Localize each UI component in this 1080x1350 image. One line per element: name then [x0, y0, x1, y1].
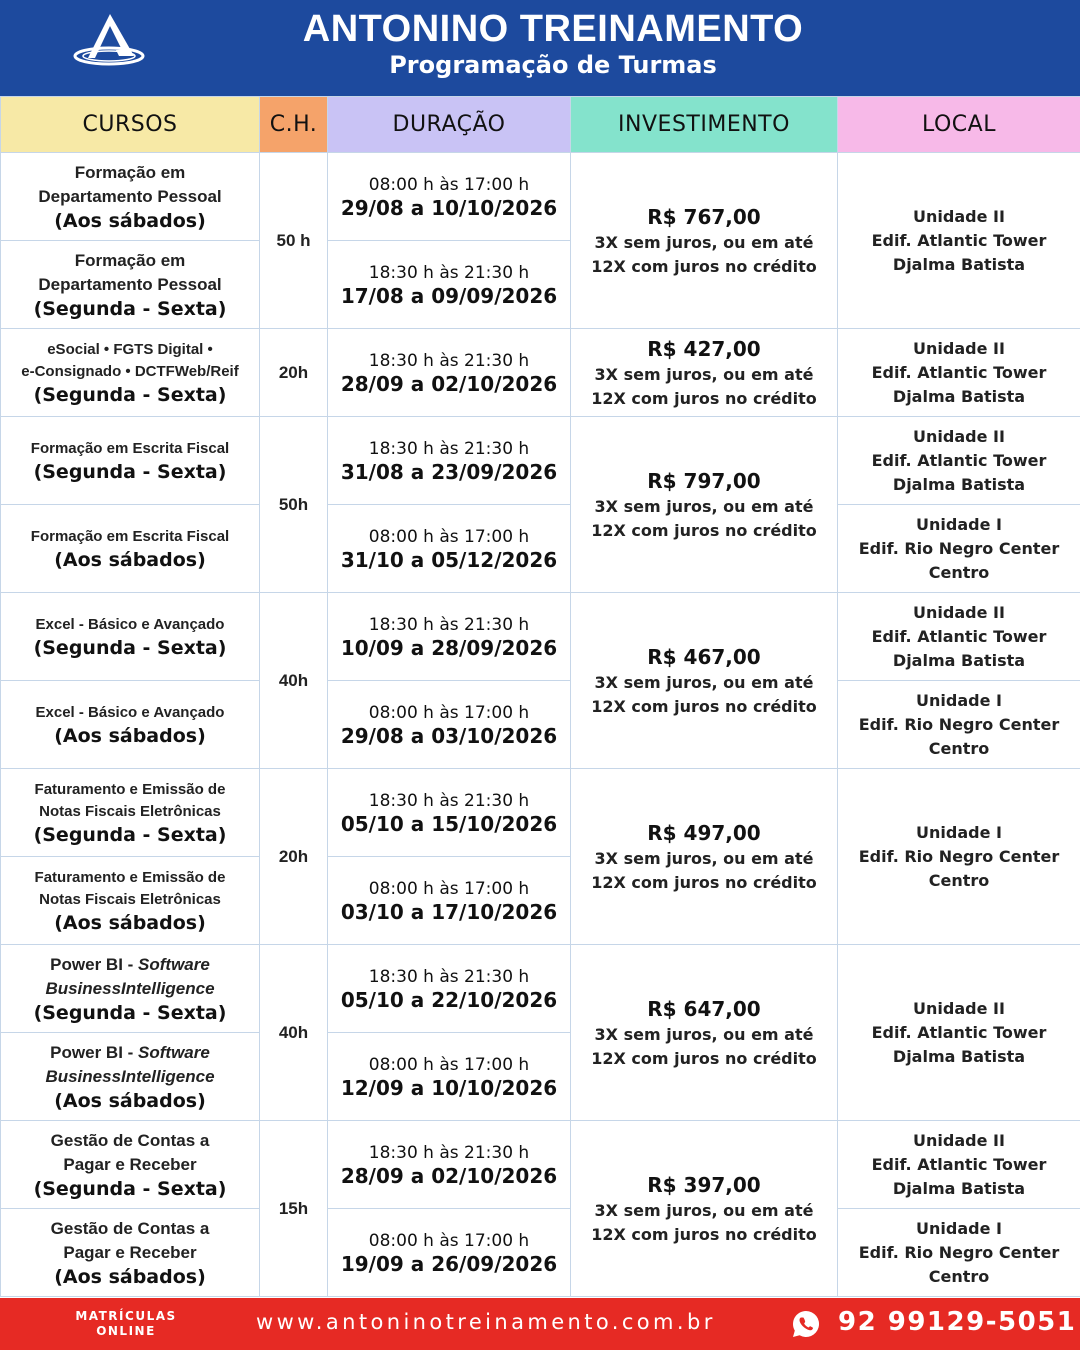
payment-terms: 12X com juros no crédito: [591, 696, 817, 716]
course-name-line: [7, 953, 253, 977]
location-line: Djalma Batista: [892, 254, 1026, 274]
class-time: 08:00 h às 17:00 h: [368, 526, 530, 547]
course-name-line: [7, 1041, 253, 1065]
column-header-ch: C.H.: [260, 97, 328, 153]
column-header-duracao: DURAÇÃO: [328, 97, 571, 153]
enroll-line: MATRÍCULAS: [75, 1309, 177, 1323]
workload-cell: 40h: [260, 945, 328, 1121]
table-row: [1, 593, 1080, 681]
duration-cell: [328, 329, 571, 417]
class-time: 08:00 h às 17:00 h: [368, 878, 530, 899]
class-time: 18:30 h às 21:30 h: [368, 1142, 530, 1163]
course-schedule: (Segunda - Sexta): [33, 383, 227, 406]
date-range: 05/10 a 15/10/2026: [340, 811, 558, 836]
duration-cell: [328, 1121, 571, 1209]
class-time: 18:30 h às 21:30 h: [368, 790, 530, 811]
duration-cell: [328, 593, 571, 681]
location-line: Djalma Batista: [892, 1178, 1026, 1198]
page-subtitle: Programação de Turmas: [389, 51, 717, 79]
course-name: [7, 249, 253, 297]
investment-cell: [571, 153, 838, 329]
location-line: Centro: [928, 1266, 990, 1286]
location-line: Unidade II: [913, 338, 1005, 358]
location-line: Unidade II: [913, 1130, 1005, 1150]
course-cell: [1, 1209, 260, 1297]
payment-terms: 3X sem juros, ou em até: [594, 496, 814, 516]
course-schedule: (Aos sábados): [54, 724, 206, 747]
location-cell: [838, 505, 1080, 593]
course-name-line: Formação em Escrita Fiscal: [30, 439, 230, 457]
table-row: [1, 417, 1080, 505]
schedule-table: [0, 96, 1080, 1297]
payment-terms: 3X sem juros, ou em até: [594, 232, 814, 252]
location-cell: [838, 329, 1080, 417]
price: R$ 647,00: [647, 996, 761, 1021]
class-time: 08:00 h às 17:00 h: [368, 702, 530, 723]
course-schedule: (Segunda - Sexta): [33, 823, 227, 846]
course-schedule: (Aos sábados): [54, 1265, 206, 1288]
location-cell: [838, 593, 1080, 681]
duration-cell: [328, 153, 571, 241]
course-schedule: (Aos sábados): [54, 911, 206, 934]
course-name-italic: Software: [138, 1042, 210, 1062]
location-line: Unidade I: [916, 690, 1002, 710]
date-range: 03/10 a 17/10/2026: [340, 899, 558, 924]
location-cell: [838, 945, 1080, 1121]
course-cell: [1, 241, 260, 329]
table-row: [1, 505, 1080, 593]
column-header-cursos: CURSOS: [1, 97, 260, 153]
location-cell: [838, 417, 1080, 505]
payment-terms: 3X sem juros, ou em até: [594, 1024, 814, 1044]
date-range: 05/10 a 22/10/2026: [340, 987, 558, 1012]
location-line: Unidade II: [913, 602, 1005, 622]
course-schedule: (Segunda - Sexta): [33, 1177, 227, 1200]
course-name-line: Formação em: [74, 162, 186, 182]
location-line: Djalma Batista: [892, 386, 1026, 406]
duration-cell: [328, 505, 571, 593]
course-schedule: (Aos sábados): [54, 209, 206, 232]
location-cell: [838, 153, 1080, 329]
date-range: 17/08 a 09/09/2026: [340, 283, 558, 308]
location-line: Unidade I: [916, 822, 1002, 842]
workload-cell: 15h: [260, 1121, 328, 1297]
table-row: [1, 769, 1080, 857]
table-row: [1, 1209, 1080, 1297]
course-name-line: Formação em: [74, 250, 186, 270]
course-name: [7, 702, 253, 724]
price: R$ 397,00: [647, 1172, 761, 1197]
duration-cell: [328, 1209, 571, 1297]
location-line: Unidade II: [913, 998, 1005, 1018]
course-schedule: (Segunda - Sexta): [33, 636, 227, 659]
course-name: [7, 867, 253, 911]
price: R$ 767,00: [647, 204, 761, 229]
course-name-line: Faturamento e Emissão de: [34, 780, 226, 798]
date-range: 31/10 a 05/12/2026: [340, 547, 558, 572]
location-line: Edif. Atlantic Tower: [871, 1022, 1047, 1042]
date-range: 28/09 a 02/10/2026: [340, 1163, 558, 1188]
date-range: 29/08 a 10/10/2026: [340, 195, 558, 220]
location-cell: [838, 681, 1080, 769]
payment-terms: 12X com juros no crédito: [591, 256, 817, 276]
date-range: 10/09 a 28/09/2026: [340, 635, 558, 660]
course-schedule: (Segunda - Sexta): [33, 297, 227, 320]
table-row: [1, 329, 1080, 417]
payment-terms: 3X sem juros, ou em até: [594, 364, 814, 384]
page-title: ANTONINO TREINAMENTO: [302, 8, 804, 50]
column-header-investimento: INVESTIMENTO: [571, 97, 838, 153]
course-name: [7, 438, 253, 460]
location-line: Unidade II: [913, 426, 1005, 446]
class-time: 18:30 h às 21:30 h: [368, 350, 530, 371]
course-name-line: Departamento Pessoal: [38, 186, 222, 206]
class-time: 08:00 h às 17:00 h: [368, 174, 530, 195]
course-cell: [1, 945, 260, 1033]
course-name: [7, 161, 253, 209]
duration-cell: [328, 769, 571, 857]
course-schedule: (Segunda - Sexta): [33, 1001, 227, 1024]
course-name: [7, 339, 253, 383]
investment-cell: [571, 593, 838, 769]
course-name: [7, 779, 253, 823]
payment-terms: 12X com juros no crédito: [591, 520, 817, 540]
website-link[interactable]: www.antoninotreinamento.com.br: [256, 1310, 716, 1334]
course-name-line: BusinessIntelligence: [45, 978, 215, 998]
location-cell: [838, 769, 1080, 945]
course-cell: [1, 417, 260, 505]
duration-cell: [328, 681, 571, 769]
course-name-line: Formação em Escrita Fiscal: [30, 527, 230, 545]
course-cell: [1, 505, 260, 593]
location-cell: [838, 1121, 1080, 1209]
footer-bar: [0, 1298, 1080, 1350]
duration-cell: [328, 857, 571, 945]
duration-cell: [328, 1033, 571, 1121]
table-row: [1, 945, 1080, 1033]
column-header-local: LOCAL: [838, 97, 1080, 153]
date-range: 12/09 a 10/10/2026: [340, 1075, 558, 1100]
table-header-row: [1, 97, 1080, 153]
location-line: Unidade I: [916, 1218, 1002, 1238]
date-range: 31/08 a 23/09/2026: [340, 459, 558, 484]
workload-cell: 20h: [260, 329, 328, 417]
workload-cell: 20h: [260, 769, 328, 945]
course-name-line: Pagar e Receber: [63, 1154, 197, 1174]
table-row: [1, 681, 1080, 769]
location-line: Edif. Rio Negro Center: [858, 714, 1060, 734]
course-name: [7, 1217, 253, 1265]
class-time: 08:00 h às 17:00 h: [368, 1230, 530, 1251]
course-name: [7, 953, 253, 1001]
course-name-italic: Software: [138, 954, 210, 974]
location-line: Edif. Rio Negro Center: [858, 846, 1060, 866]
course-cell: [1, 681, 260, 769]
table-body: [1, 153, 1080, 1297]
location-line: Djalma Batista: [892, 1046, 1026, 1066]
price: R$ 797,00: [647, 468, 761, 493]
location-line: Djalma Batista: [892, 650, 1026, 670]
course-name-line: Faturamento e Emissão de: [34, 868, 226, 886]
course-name-line: Pagar e Receber: [63, 1242, 197, 1262]
date-range: 29/08 a 03/10/2026: [340, 723, 558, 748]
date-range: 28/09 a 02/10/2026: [340, 371, 558, 396]
duration-cell: [328, 241, 571, 329]
course-schedule: (Aos sábados): [54, 548, 206, 571]
workload-cell: 50h: [260, 417, 328, 593]
location-cell: [838, 1209, 1080, 1297]
course-name-line: Gestão de Contas a: [50, 1130, 210, 1150]
course-name-line: Excel - Básico e Avançado: [35, 703, 225, 721]
date-range: 19/09 a 26/09/2026: [340, 1251, 558, 1276]
workload-cell: 50 h: [260, 153, 328, 329]
course-name: [7, 526, 253, 548]
location-line: Edif. Atlantic Tower: [871, 1154, 1047, 1174]
course-name-line: Departamento Pessoal: [38, 274, 222, 294]
investment-cell: [571, 417, 838, 593]
investment-cell: [571, 769, 838, 945]
location-line: Edif. Atlantic Tower: [871, 362, 1047, 382]
class-time: 18:30 h às 21:30 h: [368, 614, 530, 635]
investment-cell: [571, 945, 838, 1121]
enroll-line: ONLINE: [96, 1324, 156, 1338]
location-line: Centro: [928, 738, 990, 758]
course-schedule: (Aos sábados): [54, 1089, 206, 1112]
course-name-line: e-Consignado • DCTFWeb/Reif: [21, 362, 239, 380]
course-cell: [1, 769, 260, 857]
location-line: Edif. Atlantic Tower: [871, 230, 1047, 250]
course-cell: [1, 153, 260, 241]
location-line: Edif. Rio Negro Center: [858, 538, 1060, 558]
course-cell: [1, 1033, 260, 1121]
phone-number[interactable]: 92 99129-5051: [838, 1307, 1077, 1337]
workload-cell: 40h: [260, 593, 328, 769]
investment-cell: [571, 329, 838, 417]
location-line: Edif. Rio Negro Center: [858, 1242, 1060, 1262]
table-row: [1, 153, 1080, 241]
location-line: Unidade I: [916, 514, 1002, 534]
price: R$ 467,00: [647, 644, 761, 669]
price: R$ 427,00: [647, 336, 761, 361]
course-name-prefix: Power BI -: [50, 1042, 139, 1062]
class-time: 08:00 h às 17:00 h: [368, 1054, 530, 1075]
table-row: [1, 1121, 1080, 1209]
course-cell: [1, 857, 260, 945]
payment-terms: 3X sem juros, ou em até: [594, 672, 814, 692]
course-name-line: Notas Fiscais Eletrônicas: [39, 802, 221, 820]
course-name-prefix: Power BI -: [50, 954, 139, 974]
course-schedule: (Segunda - Sexta): [33, 460, 227, 483]
course-name-line: Notas Fiscais Eletrônicas: [39, 890, 221, 908]
payment-terms: 12X com juros no crédito: [591, 388, 817, 408]
payment-terms: 3X sem juros, ou em até: [594, 1200, 814, 1220]
duration-cell: [328, 417, 571, 505]
class-time: 18:30 h às 21:30 h: [368, 438, 530, 459]
location-line: Unidade II: [913, 206, 1005, 226]
location-line: Edif. Atlantic Tower: [871, 626, 1047, 646]
course-name-line: eSocial • FGTS Digital •: [47, 340, 213, 358]
payment-terms: 12X com juros no crédito: [591, 1224, 817, 1244]
course-name: [7, 1041, 253, 1089]
course-name-line: Excel - Básico e Avançado: [35, 615, 225, 633]
duration-cell: [328, 945, 571, 1033]
course-name-line: Gestão de Contas a: [50, 1218, 210, 1238]
location-line: Edif. Atlantic Tower: [871, 450, 1047, 470]
course-cell: [1, 329, 260, 417]
enroll-online-label: [62, 1309, 190, 1339]
payment-terms: 12X com juros no crédito: [591, 872, 817, 892]
investment-cell: [571, 1121, 838, 1297]
course-cell: [1, 1121, 260, 1209]
price: R$ 497,00: [647, 820, 761, 845]
course-cell: [1, 593, 260, 681]
course-name: [7, 1129, 253, 1177]
course-name-line: BusinessIntelligence: [45, 1066, 215, 1086]
class-time: 18:30 h às 21:30 h: [368, 966, 530, 987]
class-time: 18:30 h às 21:30 h: [368, 262, 530, 283]
whatsapp-icon[interactable]: [790, 1308, 822, 1340]
header-banner: [0, 0, 1080, 96]
course-name: [7, 614, 253, 636]
location-line: Centro: [928, 870, 990, 890]
payment-terms: 3X sem juros, ou em até: [594, 848, 814, 868]
location-line: Centro: [928, 562, 990, 582]
location-line: Djalma Batista: [892, 474, 1026, 494]
payment-terms: 12X com juros no crédito: [591, 1048, 817, 1068]
